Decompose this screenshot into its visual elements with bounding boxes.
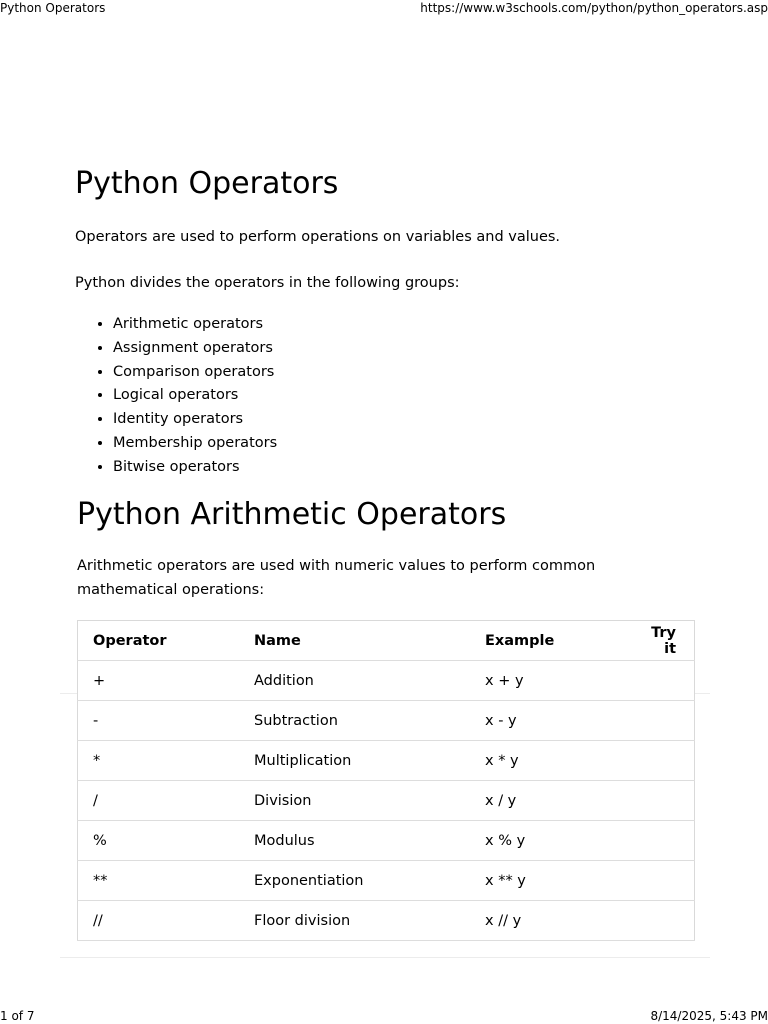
operator-cell: + bbox=[78, 661, 240, 701]
table-header-row bbox=[78, 621, 695, 661]
example-cell: x / y bbox=[470, 781, 625, 821]
example-cell: x // y bbox=[470, 901, 625, 941]
page-number: 1 of 7 bbox=[0, 1009, 35, 1023]
column-header-example: Example bbox=[470, 621, 625, 661]
name-cell: Exponentiation bbox=[239, 861, 470, 901]
arithmetic-section-title: Python Arithmetic Operators bbox=[77, 497, 507, 532]
print-datetime: 8/14/2025, 5:43 PM bbox=[650, 1009, 768, 1023]
list-item: • Membership operators bbox=[113, 432, 277, 456]
column-header-operator: Operator bbox=[78, 621, 240, 661]
name-cell: Subtraction bbox=[239, 701, 470, 741]
table-row bbox=[78, 741, 695, 781]
try-it-cell bbox=[625, 741, 695, 781]
table-row bbox=[78, 701, 695, 741]
list-item: • Assignment operators bbox=[113, 337, 277, 361]
intro-paragraph: Operators are used to perform operations on variables and values. bbox=[75, 229, 561, 245]
operator-cell: - bbox=[78, 701, 240, 741]
example-cell: x - y bbox=[470, 701, 625, 741]
name-cell: Modulus bbox=[239, 821, 470, 861]
print-header-url: https://www.w3schools.com/python/python_operators.asp bbox=[420, 1, 768, 15]
groups-intro-paragraph: Python divides the operators in the following groups: bbox=[75, 275, 460, 291]
arithmetic-operators-table bbox=[77, 620, 695, 941]
arithmetic-description: Arithmetic operators are used with numeric values to perform common mathematical operations: bbox=[77, 558, 596, 598]
operator-cell: // bbox=[78, 901, 240, 941]
print-header bbox=[0, 0, 768, 18]
list-item: • Bitwise operators bbox=[113, 456, 277, 480]
page-title: Python Operators bbox=[75, 166, 339, 201]
table-row bbox=[78, 861, 695, 901]
print-header-title: Python Operators bbox=[0, 1, 106, 15]
example-cell: x + y bbox=[470, 661, 625, 701]
table-row bbox=[78, 661, 695, 701]
column-header-try-it: Try it bbox=[625, 621, 695, 661]
name-cell: Multiplication bbox=[239, 741, 470, 781]
try-it-cell bbox=[625, 821, 695, 861]
example-cell: x % y bbox=[470, 821, 625, 861]
try-it-cell bbox=[625, 661, 695, 701]
list-item: • Arithmetic operators bbox=[113, 313, 277, 337]
example-cell: x ** y bbox=[470, 861, 625, 901]
name-cell: Floor division bbox=[239, 901, 470, 941]
table-row bbox=[78, 821, 695, 861]
operator-cell: / bbox=[78, 781, 240, 821]
list-item: • Logical operators bbox=[113, 384, 277, 408]
divider bbox=[60, 957, 710, 958]
operator-cell: ** bbox=[78, 861, 240, 901]
operator-cell: % bbox=[78, 821, 240, 861]
try-it-cell bbox=[625, 701, 695, 741]
try-it-cell bbox=[625, 861, 695, 901]
operator-groups-list bbox=[75, 313, 277, 480]
operator-cell: * bbox=[78, 741, 240, 781]
table-row bbox=[78, 781, 695, 821]
table-row bbox=[78, 901, 695, 941]
example-cell: x * y bbox=[470, 741, 625, 781]
name-cell: Addition bbox=[239, 661, 470, 701]
list-item: • Identity operators bbox=[113, 408, 277, 432]
try-it-cell bbox=[625, 901, 695, 941]
column-header-name: Name bbox=[239, 621, 470, 661]
print-footer bbox=[0, 1008, 768, 1024]
name-cell: Division bbox=[239, 781, 470, 821]
list-item: • Comparison operators bbox=[113, 361, 277, 385]
try-it-cell bbox=[625, 781, 695, 821]
